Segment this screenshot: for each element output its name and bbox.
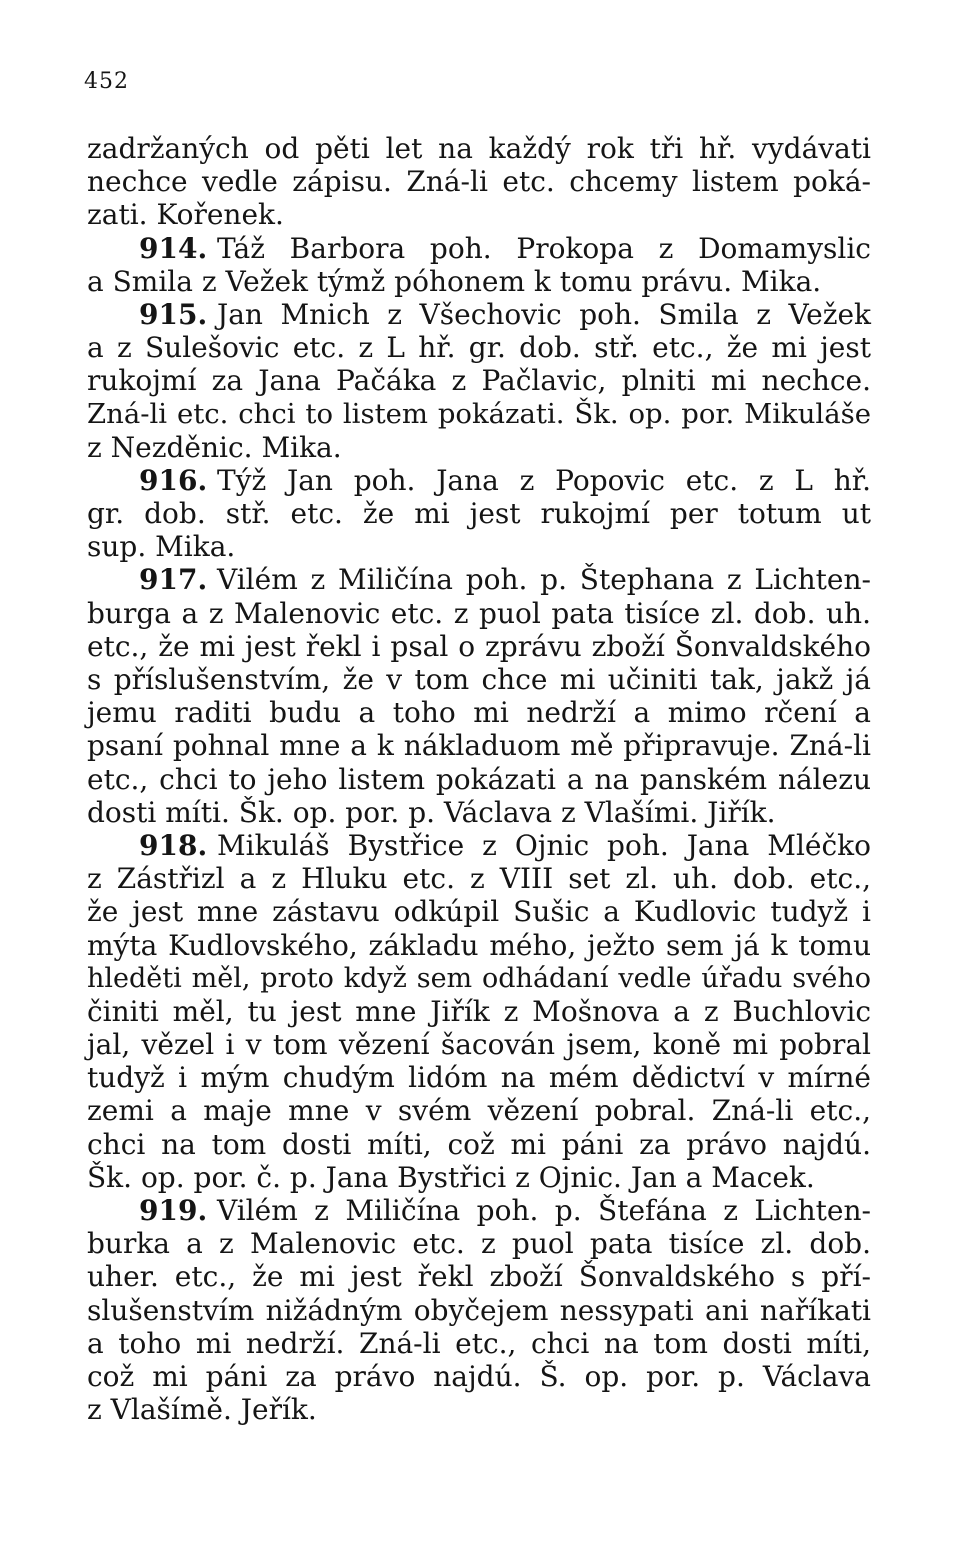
text-line: s příslušenstvím, že v tom chce mi učiniti tak, jakž já [87, 663, 871, 696]
text-line: chci na tom dosti míti, což mi páni za právo najdú. [87, 1127, 871, 1161]
text-line: mýta Kudlovského, základu mého, ježto sem já k tomu [87, 928, 871, 962]
text-line: činiti měl, tu jest mne Jiřík z Mošnova a z Buchlovic [87, 994, 871, 1028]
entry-number: 919. [139, 1194, 208, 1227]
text-line: a Smila z Vežek týmž póhonem k tomu právu. Mika. [87, 264, 822, 298]
text-line: uher. etc., že mi jest řekl zboží Šonvaldského s pří- [87, 1260, 871, 1294]
entry-number: 917. [139, 563, 208, 597]
entry-start-line [87, 298, 871, 331]
entry-number: 914. [139, 231, 208, 265]
text-line: jemu raditi budu a toho mi nedrží a mimo rčení a [87, 696, 871, 730]
text-line: etc., že mi jest řekl i psal o zprávu zboží Šonvaldského [87, 629, 871, 663]
text-line: psaní pohnal mne a k nákladuom mě připravuje. Zná-li [87, 729, 871, 763]
text-line: z Zástřizl a z Hluku etc. z VIII set zl. uh. dob. etc., [87, 862, 871, 896]
text-line: slušenstvím nižádným obyčejem nessypati ani naříkati [87, 1293, 871, 1327]
entry-start-line [87, 829, 871, 862]
text-line: což mi páni za právo najdú. Š. op. por. p. Václava [87, 1359, 871, 1393]
text-line: že jest mne zástavu odkúpil Sušic a Kudlovic tudyž i [87, 895, 871, 929]
text-line: rukojmí za Jana Pačáka z Pačlavic, plniti mi nechce. [87, 364, 871, 398]
text-line: z Vlašímě. Jeřík. [87, 1393, 317, 1427]
entry-text: Týž Jan poh. Jana z Popovic etc. z L hř. [217, 463, 871, 497]
document-body [87, 132, 871, 1426]
entry-text: Vilém z Miličína poh. p. Štephana z Lichten- [217, 563, 871, 597]
entry-text: Jan Mnich z Všechovic poh. Smila z Vežek [217, 297, 871, 331]
text-line: zadržaných od pěti let na každý rok tři hř. vydávati [87, 132, 871, 165]
text-line: hleděti měl, proto když sem odhádaní vedle úřadu svého [87, 962, 871, 994]
text-line: Zná-li etc. chci to listem pokázati. Šk. op. por. Mikuláše [87, 397, 871, 430]
text-line: dosti míti. Šk. op. por. p. Václava z Vlašími. Jiřík. [87, 795, 776, 829]
entry-number: 918. [139, 828, 208, 862]
entry-start-line [87, 1194, 871, 1227]
entry-start-line [87, 464, 871, 497]
text-line: a z Sulešovic etc. z L hř. gr. dob. stř. etc., že mi jest [87, 331, 871, 365]
entry-start-line [87, 563, 871, 596]
entry-number: 916. [139, 463, 208, 497]
text-line: sup. Mika. [87, 530, 236, 564]
text-line: nechce vedle zápisu. Zná-li etc. chcemy listem poká- [87, 165, 871, 199]
text-line: etc., chci to jeho listem pokázati a na panském nálezu [87, 762, 871, 796]
text-line: jal, vězel i v tom vězení šacován jsem, koně mi pobral [87, 1028, 871, 1062]
text-line: burga a z Malenovic etc. z puol pata tisíce zl. dob. uh. [87, 596, 871, 630]
text-line: gr. dob. stř. etc. že mi jest rukojmí per totum ut [87, 497, 871, 531]
entry-text: Táž Barbora poh. Prokopa z Domamyslic [217, 231, 871, 265]
page-number: 452 [84, 69, 129, 94]
entry-text: Vilém z Miličína poh. p. Štefána z Lichten- [217, 1194, 871, 1227]
text-line: z Nezděnic. Mika. [87, 430, 342, 464]
text-line: Šk. op. por. č. p. Jana Bystřici z Ojnic. Jan a Macek. [87, 1160, 815, 1194]
text-line: tudyž i mým chudým lidóm na mém dědictví v mírné [87, 1061, 871, 1095]
text-line: burka a z Malenovic etc. z puol pata tisíce zl. dob. [87, 1227, 871, 1261]
entry-text: Mikuláš Bystřice z Ojnic poh. Jana Mléčko [217, 828, 871, 862]
entry-number: 915. [139, 297, 208, 331]
text-line: zemi a maje mne v svém vězení pobral. Zná-li etc., [87, 1094, 871, 1128]
text-line: zati. Kořenek. [87, 198, 284, 232]
text-line: a toho mi nedrží. Zná-li etc., chci na tom dosti míti, [87, 1326, 871, 1360]
entry-start-line [87, 232, 871, 265]
